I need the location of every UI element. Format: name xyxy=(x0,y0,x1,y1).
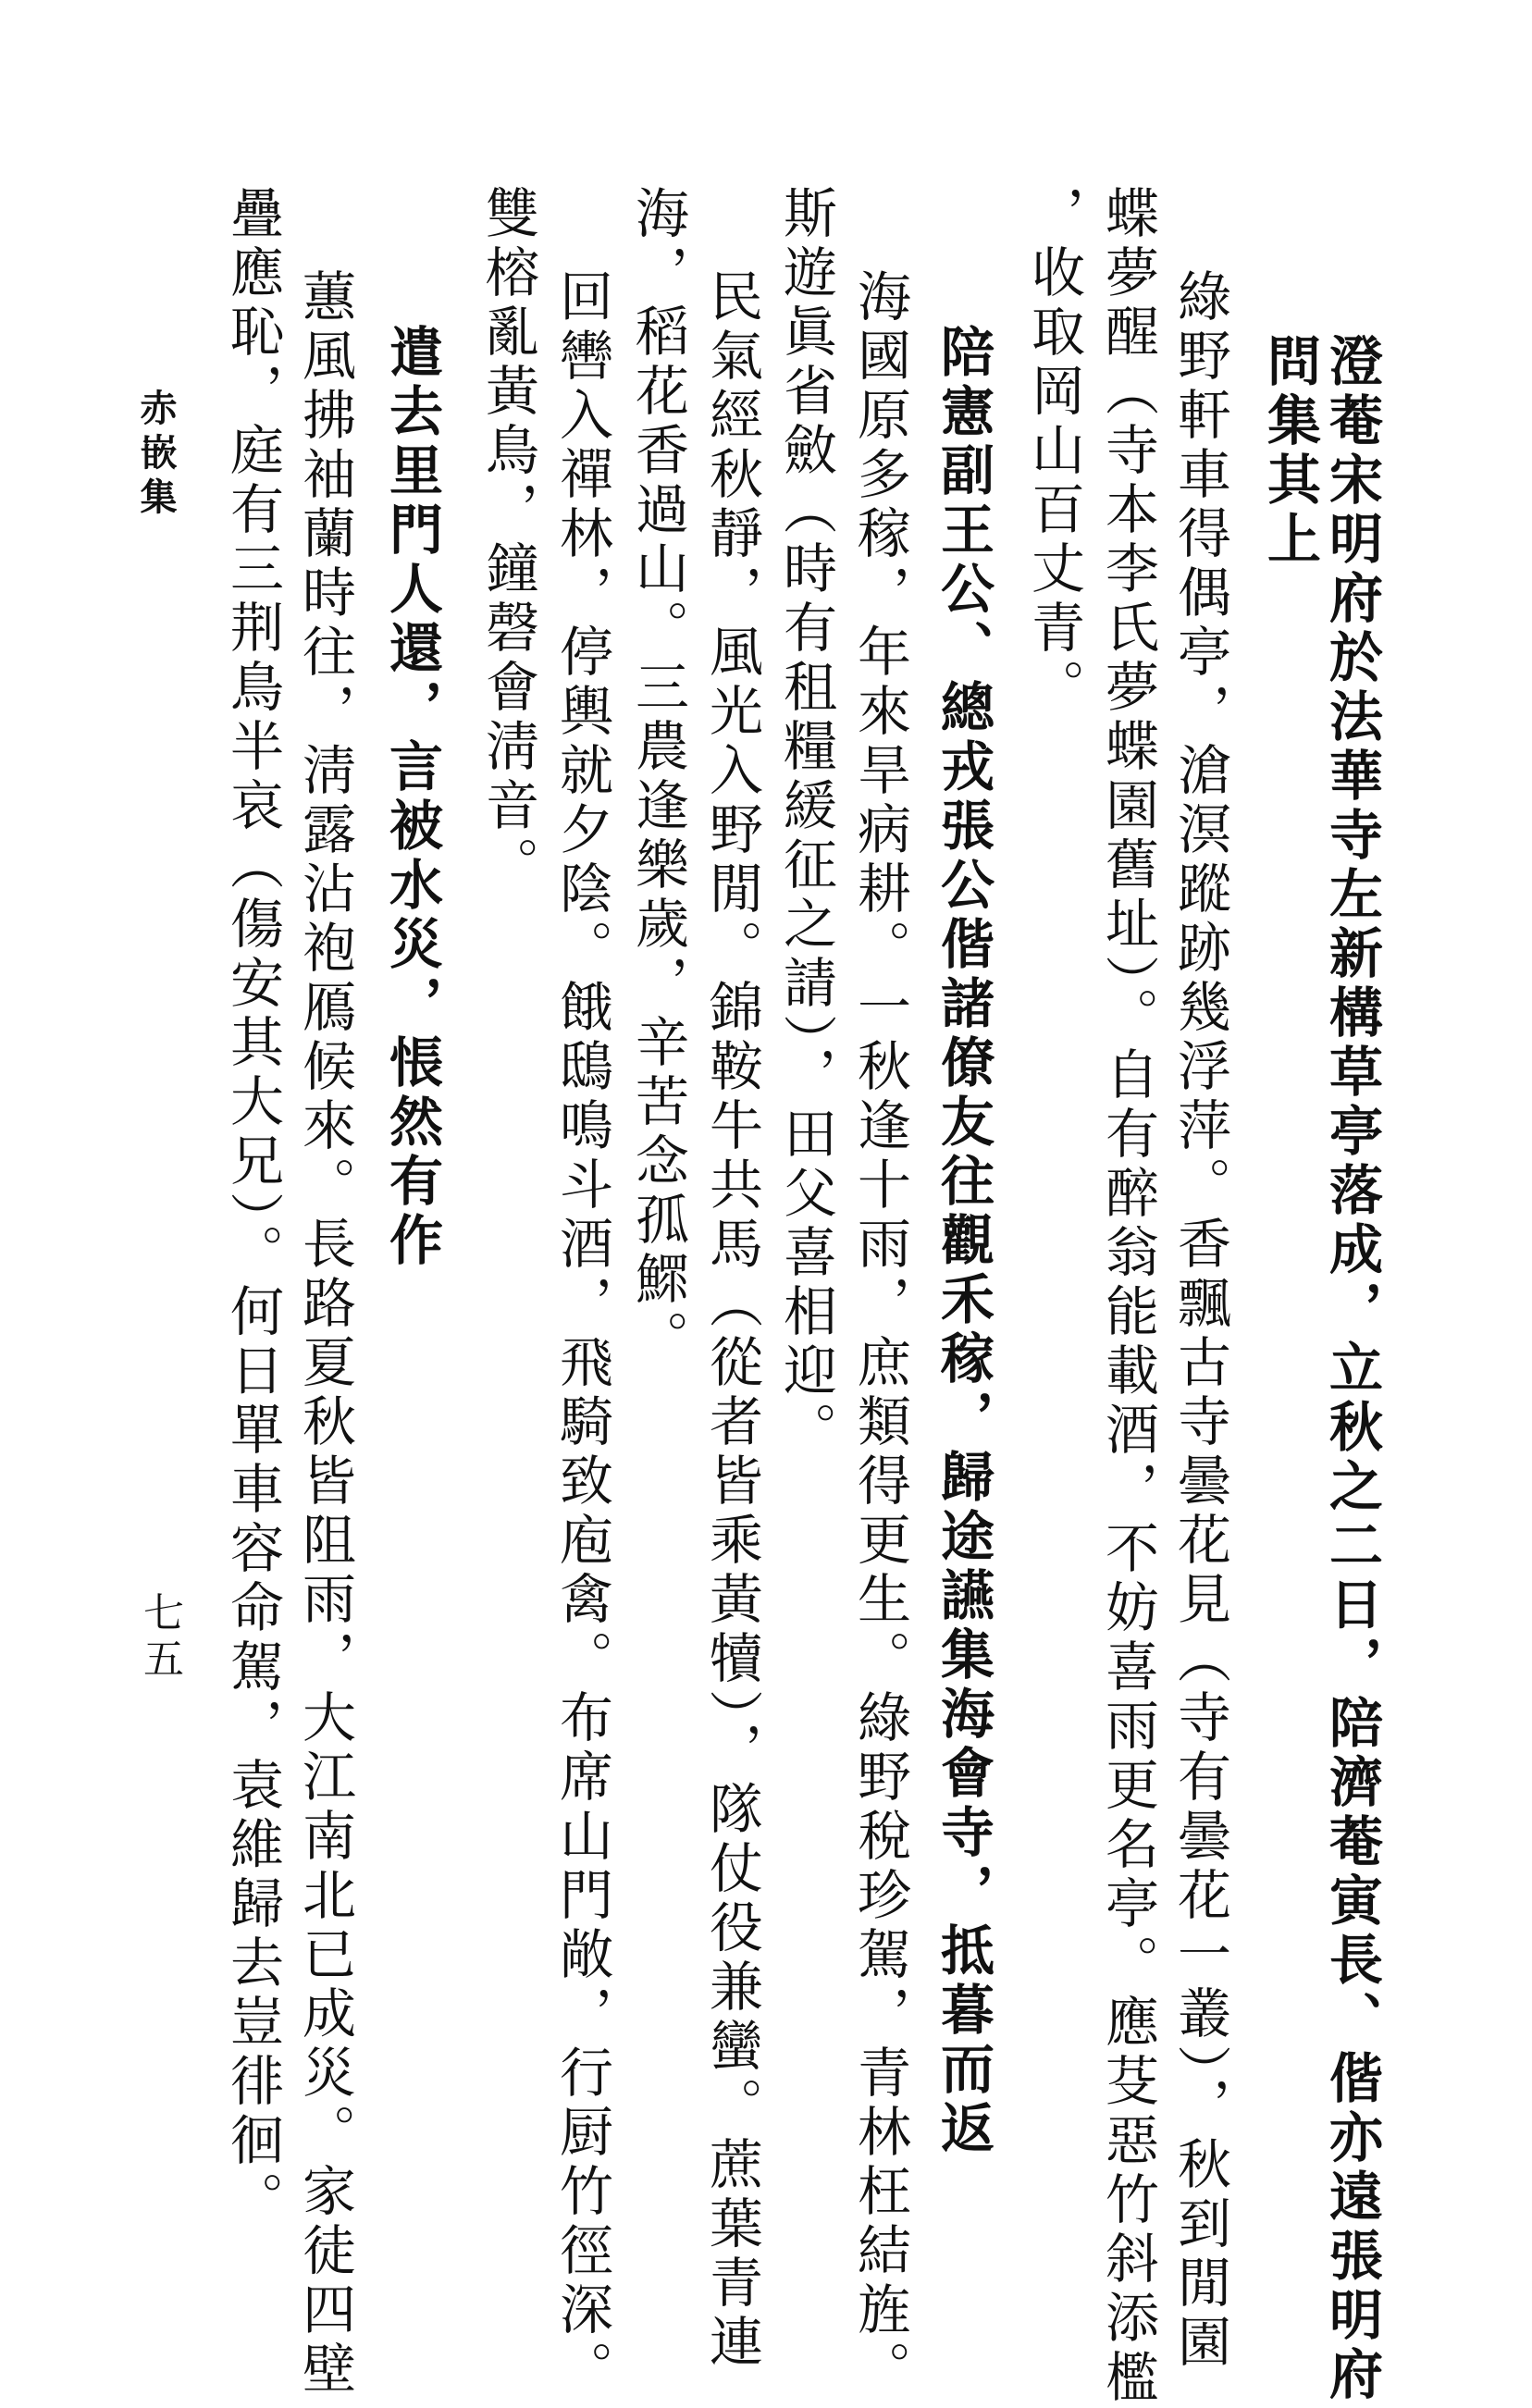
poem-2-body-line-4: 海，稻花香過山。三農逢樂歲，辛苦念孤鰥。 xyxy=(626,185,689,1369)
poem-2-body-line-3: 民氣經秋靜，風光入野閒。錦鞍牛共馬（從者皆乘黃犢），隊仗役兼蠻。蔗葉青連 xyxy=(700,268,763,2373)
poem-3-body-line-2: 疊應恥，庭有三荆鳥半哀（傷安其大兄）。何日單車容命駕，袁維歸去豈徘徊。 xyxy=(221,185,284,2230)
page-number: 七五 xyxy=(136,1591,183,1684)
poem-2-body-line-6: 雙榕亂黃鳥，鐘磬會淸音。 xyxy=(476,185,539,895)
book-margin-title: 赤嵌集 xyxy=(134,389,178,522)
poem-1-title-line-1: 澄菴宋明府於法華寺左新構草亭落成，立秋之二日，陪濟菴寅長、偕亦遠張明府 xyxy=(1320,333,1383,2405)
poem-2-title: 陪憲副王公、總戎張公偕諸僚友往觀禾稼，歸途讌集海會寺，抵暮而返 xyxy=(932,324,995,2159)
poem-2-body-line-2: 斯遊眞省斂（時有租糧緩征之請），田父喜相迎。 xyxy=(774,185,837,1461)
poem-3-body-line-1: 蕙風拂袖蘭時往，淸露沾袍鴈候來。長路夏秋皆阻雨，大江南北已成災。家徒四壁 xyxy=(293,268,356,2400)
poem-1-body-line-3: ，收取岡山百丈青。 xyxy=(1022,185,1085,718)
poem-2-body-line-1: 海國原多稼，年來旱病耕。一秋逢十雨，庶類得更生。綠野稅珍駕，青林枉結旌。 xyxy=(848,268,911,2400)
poem-2-body-line-5: 回轡入禪林，停輿就夕陰。餓鴟鳴斗酒，飛騎致庖禽。布席山門敞，行厨竹徑深。 xyxy=(550,268,613,2400)
poem-1-title-line-2: 問集其上 xyxy=(1258,333,1321,570)
poem-1-body-line-1: 綠野軒車得偶亭，滄溟蹤跡幾浮萍。香飄古寺曇花見（寺有曇花一叢），秋到閒園 xyxy=(1168,268,1231,2373)
poem-1-body-line-2: 蝶夢醒（寺本李氏夢蝶園舊址）。自有醉翁能載酒，不妨喜雨更名亭。應芟惡竹斜添檻 xyxy=(1096,185,1159,2408)
poem-3-title: 遣去里門人還，言被水災，悵然有作 xyxy=(380,324,443,1271)
